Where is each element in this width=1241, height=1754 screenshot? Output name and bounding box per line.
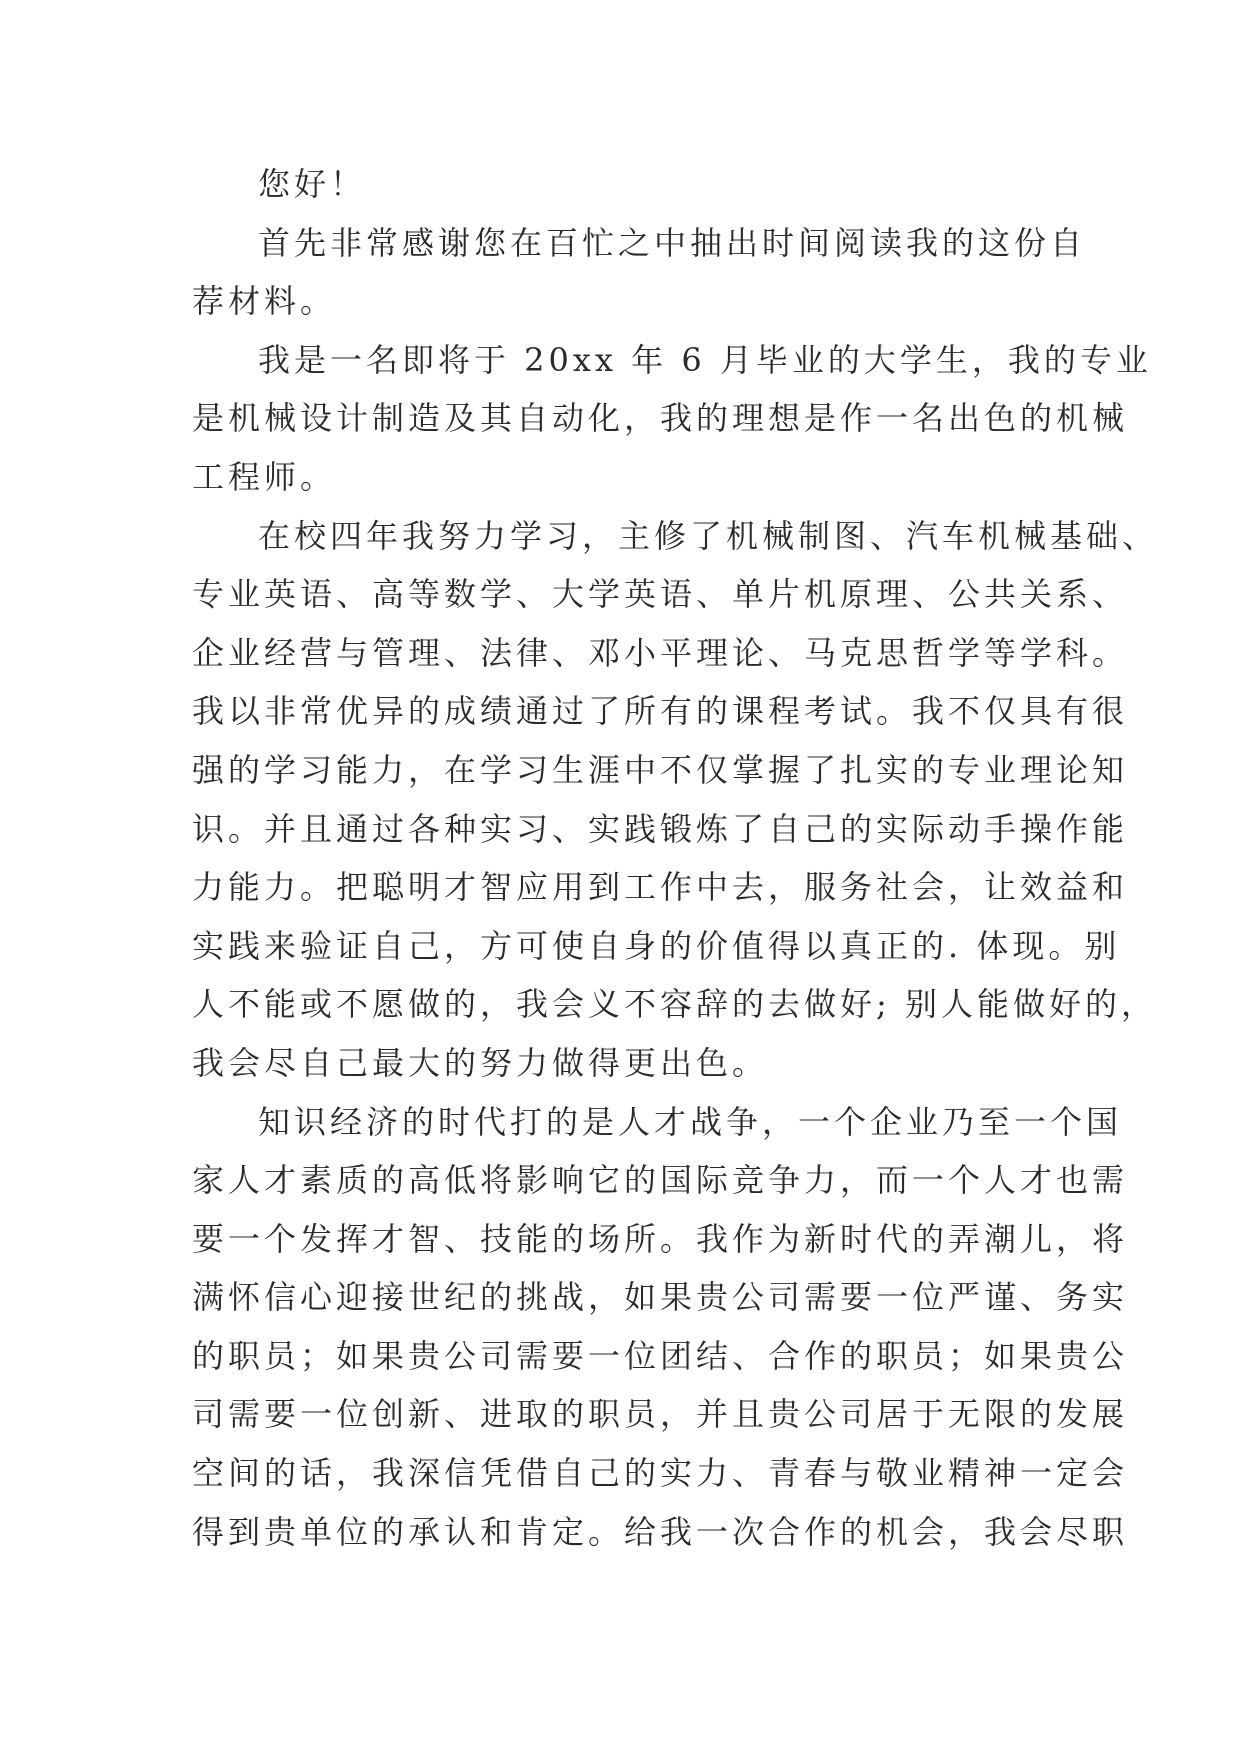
text-line: 工程师。 [192,457,337,496]
text-line: 荐材料。 [192,282,337,321]
text-line: 得到贵单位的承认和肯定。给我一次合作的机会，我会尽职 [192,1512,1129,1551]
text-line: 我以非常优异的成绩通过了所有的课程考试。我不仅具有很 [192,692,1129,731]
letter-body [192,155,1159,1561]
text-line: 的职员；如果贵公司需要一位团结、合作的职员；如果贵公 [192,1336,1129,1375]
text-line: 识。并且通过各种实习、实践锻炼了自己的实际动手操作能 [192,809,1129,848]
text-line: 要一个发挥才智、技能的场所。我作为新时代的弄潮儿，将 [192,1219,1129,1258]
text-line: 是机械设计制造及其自动化，我的理想是作一名出色的机械 [192,399,1129,438]
text-line: 人不能或不愿做的，我会义不容辞的去做好; 别人能做好的， [192,985,1157,1024]
text-line: 司需要一位创新、进取的职员，并且贵公司居于无限的发展 [192,1395,1129,1434]
text-line: 空间的话，我深信凭借自己的实力、青春与敬业精神一定会 [192,1454,1129,1493]
text-line: 知识经济的时代打的是人才战争，一个企业乃至一个国 [258,1102,1123,1141]
text-line: 强的学习能力，在学习生涯中不仅掌握了扎实的专业理论知 [192,750,1129,789]
text-line: 首先非常感谢您在百忙之中抽出时间阅读我的这份自 [258,223,1087,262]
text-line: 企业经营与管理、法律、邓小平理论、马克思哲学等学科。 [192,633,1129,672]
text-line: 我会尽自己最大的努力做得更出色。 [192,1043,769,1082]
text-line: 专业英语、高等数学、大学英语、单片机原理、公共关系、 [192,575,1129,614]
text-line: 满怀信心迎接世纪的挑战，如果贵公司需要一位严谨、务实 [192,1278,1129,1317]
text-line: 我是一名即将于 20xx 年 6 月毕业的大学生，我的专业 [258,340,1152,379]
text-line: 实践来验证自己，方可使自身的价值得以真正的. 体现。别 [192,926,1121,965]
text-line: 在校四年我努力学习，主修了机械制图、汽车机械基础、 [258,516,1159,555]
text-line: 家人才素质的高低将影响它的国际竞争力，而一个人才也需 [192,1161,1129,1200]
text-line: 您好！ [258,165,367,203]
text-line: 力能力。把聪明才智应用到工作中去，服务社会，让效益和 [192,868,1129,907]
